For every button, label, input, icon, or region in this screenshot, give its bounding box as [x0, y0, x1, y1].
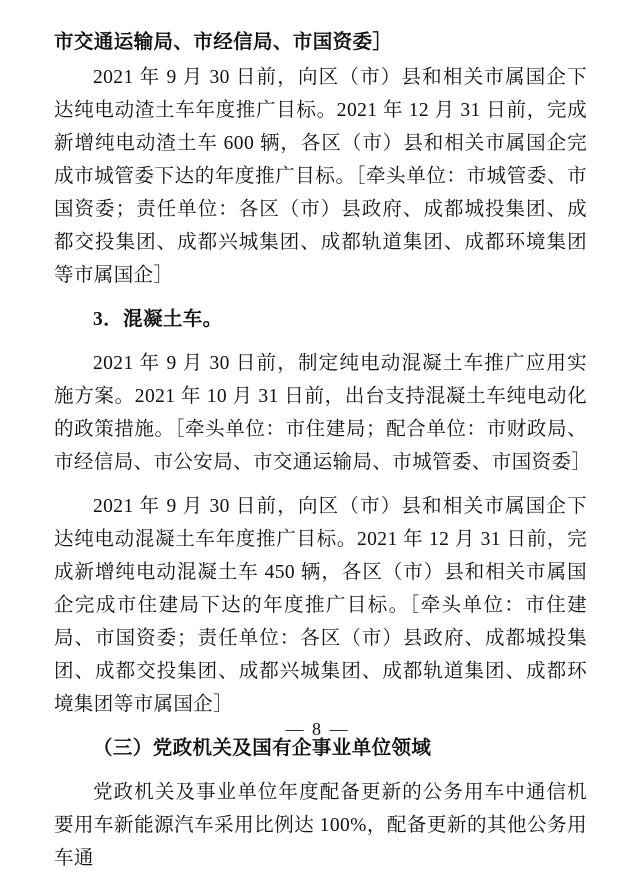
page-number: — 8 — [285, 719, 350, 739]
paragraph-block: 2021 年 9 月 30 日前，制定纯电动混凝土车推广应用实施方案。2021 年 10 月 31 日前，出台支持混凝土车纯电动化的政策措施。［牵头单位：市住建局；配合单位：市财政局、市经信局、市公安局、市交通运输局、市城管委、市国资委］ [54, 353, 592, 473]
paragraph-block: 2021 年 9 月 30 日前，向区（市）县和相关市属国企下达纯电动混凝土车年度推广目标。2021 年 12 月 31 日前，完成新增纯电动混凝土车 450 辆，各区（市）县和相关市属国企完成市住建局下达的年度推广目标。［牵头单位：市住建局、市国资委；责任单位：各区（市）县政府、成都城投集团、成都交投集团、成都兴城集团、成都轨道集团、成都环境集团等市属国企］ [54, 496, 587, 715]
paragraph-spacer [54, 767, 587, 776]
paragraph-block: 党政机关及事业单位年度配备更新的公务用车中通信机要用车新能源汽车采用比例达 100%，配备更新的其他公务用车通 [54, 782, 587, 869]
section-heading: （三）党政机关及国有企事业单位领域 [93, 738, 432, 759]
paragraph-spacer [54, 294, 587, 303]
paragraph-spacer [54, 338, 587, 347]
section-heading: 3．混凝土车。 [93, 309, 223, 330]
paragraph-block: 2021 年 9 月 30 日前，向区（市）县和相关市属国企下达纯电动渣土车年度推广目标。2021 年 12 月 31 日前，完成新增纯电动渣土车 600 辆，各区（市）县和相关市属国企完成市城管委下达的年度推广目标。［牵头单位：市城管委、市国资委；责任单位：各区（市）县政府、成都城投集团、成都交投集团、成都兴城集团、成都轨道集团、成都环境集团等市属国企］ [54, 67, 587, 286]
paragraph-block: 市交通运输局、市经信局、市国资委］ [54, 32, 393, 53]
paragraph-spacer [54, 481, 587, 490]
